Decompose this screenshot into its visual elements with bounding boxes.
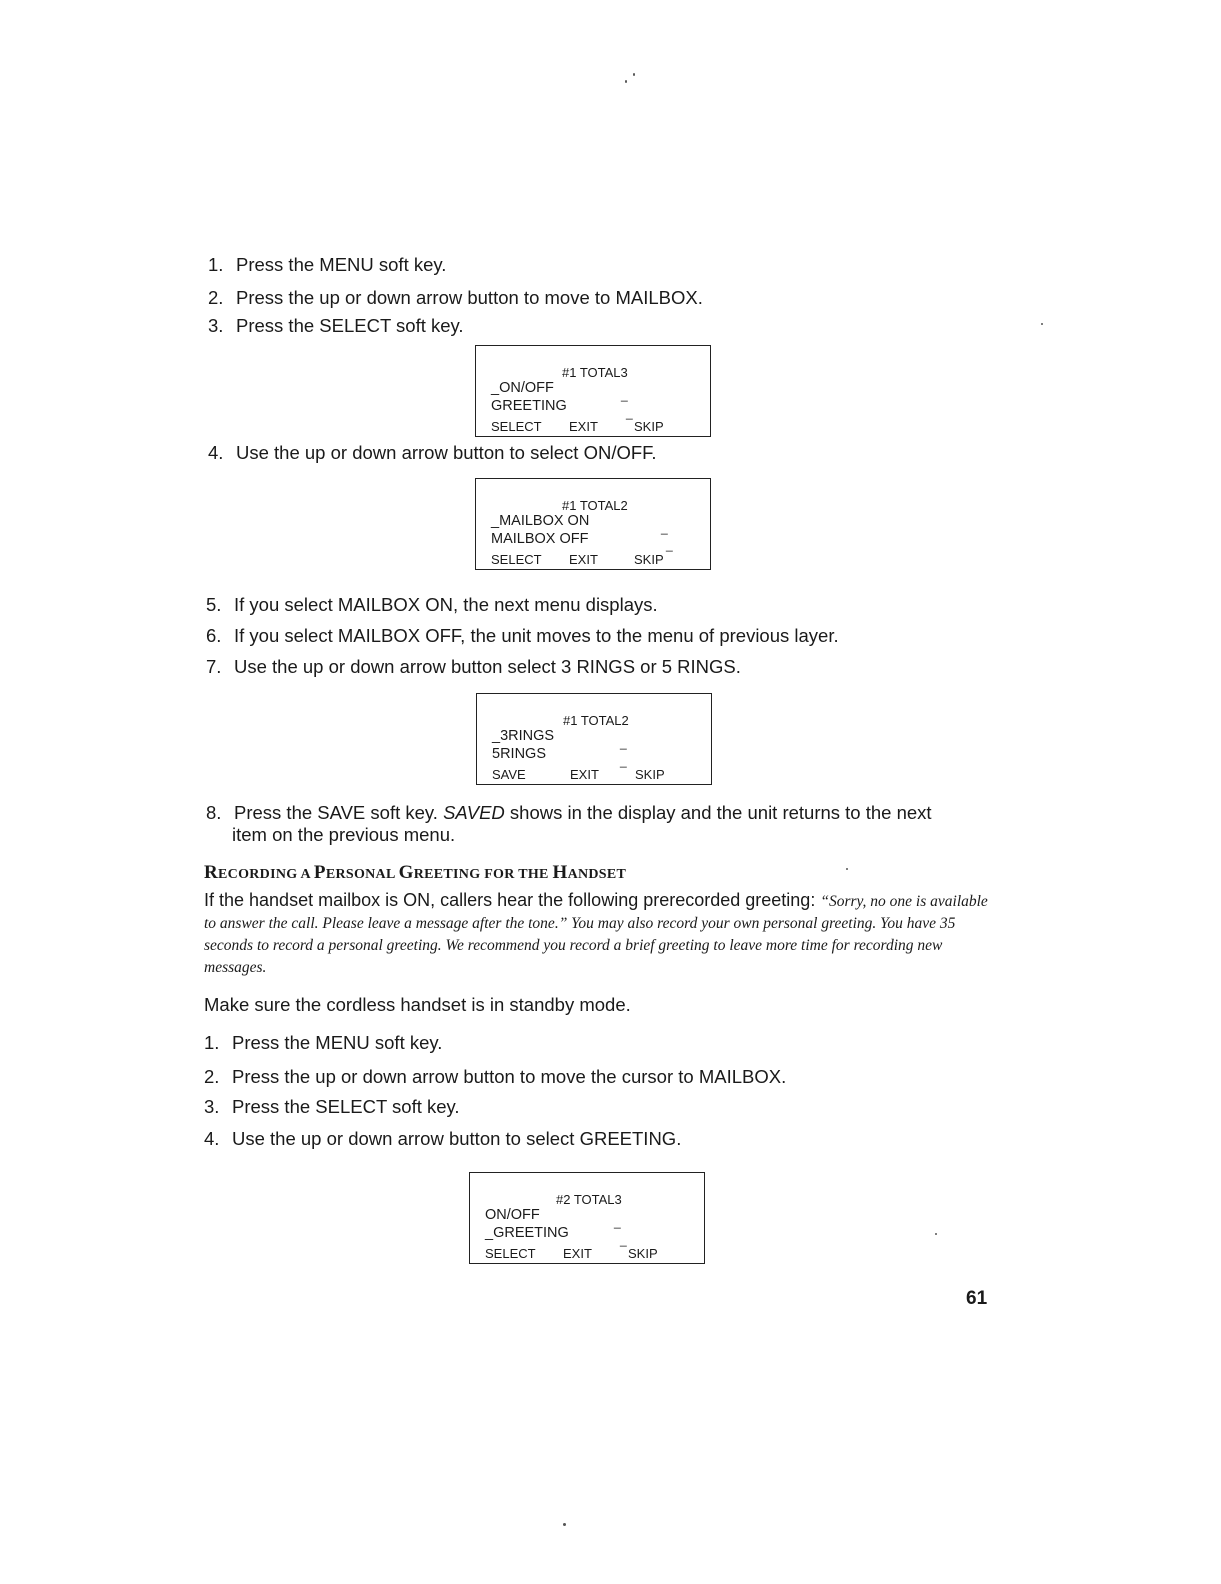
lcd-line-2: _GREETING: [485, 1225, 569, 1241]
softkey-exit: EXIT: [569, 419, 598, 434]
step-text-emphasis: SAVED: [443, 802, 505, 823]
lcd-scroll-mark: _: [614, 1215, 621, 1229]
step-text: Use the up or down arrow button select 3 RINGS or 5 RINGS.: [234, 656, 741, 677]
step-number: 3.: [208, 315, 224, 336]
step-item: [204, 1032, 442, 1054]
step-number: 5.: [206, 594, 222, 615]
step-text: Press the MENU soft key.: [236, 254, 447, 275]
softkey-skip: SKIP: [628, 1246, 658, 1261]
standby-instruction: Make sure the cordless handset is in standby mode.: [204, 994, 631, 1015]
lcd-header: #1 TOTAL2: [563, 713, 629, 728]
lcd-header: #1 TOTAL2: [562, 498, 628, 513]
lcd-header: #1 TOTAL3: [562, 365, 628, 380]
lcd-display-mailbox-menu: [475, 345, 711, 437]
lcd-scroll-mark: _: [621, 388, 628, 402]
step-number: 2.: [204, 1066, 220, 1087]
step-text: Use the up or down arrow button to select ON/OFF.: [236, 442, 657, 463]
step-text: Press the MENU soft key.: [232, 1032, 443, 1053]
step-item: [208, 254, 446, 276]
greeting-quote: “Sorry, no one is available to answer the call. Please leave a message after the tone.” You may also record your own personal greeting. You have 35 seconds to record a personal greeting. We recommend you record a brief greeting to leave more time for recording new messages.: [204, 893, 988, 976]
softkey-exit: EXIT: [563, 1246, 592, 1261]
lcd-line-1: _ON/OFF: [491, 380, 554, 396]
lcd-line-2: 5RINGS: [492, 746, 546, 762]
step-text: If you select MAILBOX ON, the next menu displays.: [234, 594, 658, 615]
lcd-scroll-mark: _: [620, 754, 627, 768]
lcd-scroll-mark: _: [661, 521, 668, 535]
heading-initial: G: [398, 862, 414, 883]
greeting-intro: If the handset mailbox is ON, callers hear the following prerecorded greeting:: [204, 890, 821, 910]
step-item: [206, 594, 658, 616]
softkey-select: SELECT: [491, 552, 542, 567]
step-text: Press the SAVE soft key.: [234, 802, 444, 823]
step-number: 1.: [208, 254, 224, 275]
step-text: Press the up or down arrow button to move to MAILBOX.: [236, 287, 703, 308]
lcd-line-2: MAILBOX OFF: [491, 531, 589, 547]
heading-rest: ECORDING A: [218, 867, 314, 882]
step-item: [206, 625, 839, 647]
section-heading: [204, 862, 626, 884]
step-number: 8.: [206, 802, 222, 823]
step-number: 4.: [208, 442, 224, 463]
lcd-line-1: _3RINGS: [492, 728, 555, 744]
step-text: Press the up or down arrow button to move the cursor to MAILBOX.: [232, 1066, 787, 1087]
step-item: [204, 1128, 681, 1150]
step-text: Press the SELECT soft key.: [236, 315, 464, 336]
softkey-skip: SKIP: [634, 552, 664, 567]
step-number: 7.: [206, 656, 222, 677]
heading-initial: P: [313, 862, 326, 883]
scan-speck: [633, 73, 635, 76]
softkey-save: SAVE: [492, 767, 526, 782]
lcd-line-1: ON/OFF: [485, 1207, 540, 1223]
step-number: 4.: [204, 1128, 220, 1149]
scan-speck: [625, 80, 627, 83]
lcd-display-greeting-menu: [469, 1172, 705, 1264]
softkey-select: SELECT: [491, 419, 542, 434]
lcd-line-2: GREETING: [491, 398, 567, 414]
step-number: 2.: [208, 287, 224, 308]
heading-initial: R: [204, 862, 219, 883]
step-item: [206, 656, 741, 678]
lcd-display-rings: [476, 693, 712, 785]
step-item: [204, 1096, 460, 1118]
step-item: [208, 315, 464, 337]
lcd-scroll-mark: _: [620, 1233, 627, 1247]
scan-speck: [563, 1523, 566, 1526]
lcd-scroll-mark: _: [626, 406, 633, 420]
step-text: If you select MAILBOX OFF, the unit moves to the menu of previous layer.: [234, 625, 839, 646]
softkey-exit: EXIT: [569, 552, 598, 567]
lcd-display-mailbox-on-off: [475, 478, 711, 570]
step-item: [208, 287, 703, 309]
step-number: 3.: [204, 1096, 220, 1117]
softkey-select: SELECT: [485, 1246, 536, 1261]
heading-rest: ERSONAL: [325, 867, 399, 882]
softkey-skip: SKIP: [635, 767, 665, 782]
step-text: Press the SELECT soft key.: [232, 1096, 460, 1117]
step-text: Use the up or down arrow button to select GREETING.: [232, 1128, 682, 1149]
lcd-scroll-mark: _: [666, 538, 673, 552]
scan-speck: [846, 868, 848, 870]
softkey-exit: EXIT: [570, 767, 599, 782]
heading-rest: REETING FOR THE: [413, 867, 553, 882]
lcd-scroll-mark: _: [620, 736, 627, 750]
step-item: [208, 442, 657, 464]
step-number: 1.: [204, 1032, 220, 1053]
step-item: [204, 1066, 786, 1088]
scan-speck: [1041, 323, 1043, 325]
page-number: 61: [966, 1288, 988, 1309]
heading-rest: ANDSET: [567, 867, 627, 882]
lcd-line-1: _MAILBOX ON: [491, 513, 590, 529]
step-text: shows in the display and the unit returns to the next: [504, 802, 932, 823]
lcd-header: #2 TOTAL3: [556, 1192, 622, 1207]
greeting-description: [204, 890, 994, 978]
step-text-continued: item on the previous menu.: [232, 824, 456, 845]
softkey-skip: SKIP: [634, 419, 664, 434]
step-number: 6.: [206, 625, 222, 646]
heading-initial: H: [552, 862, 568, 883]
scan-speck: [935, 1233, 937, 1235]
step-item: [206, 802, 966, 846]
